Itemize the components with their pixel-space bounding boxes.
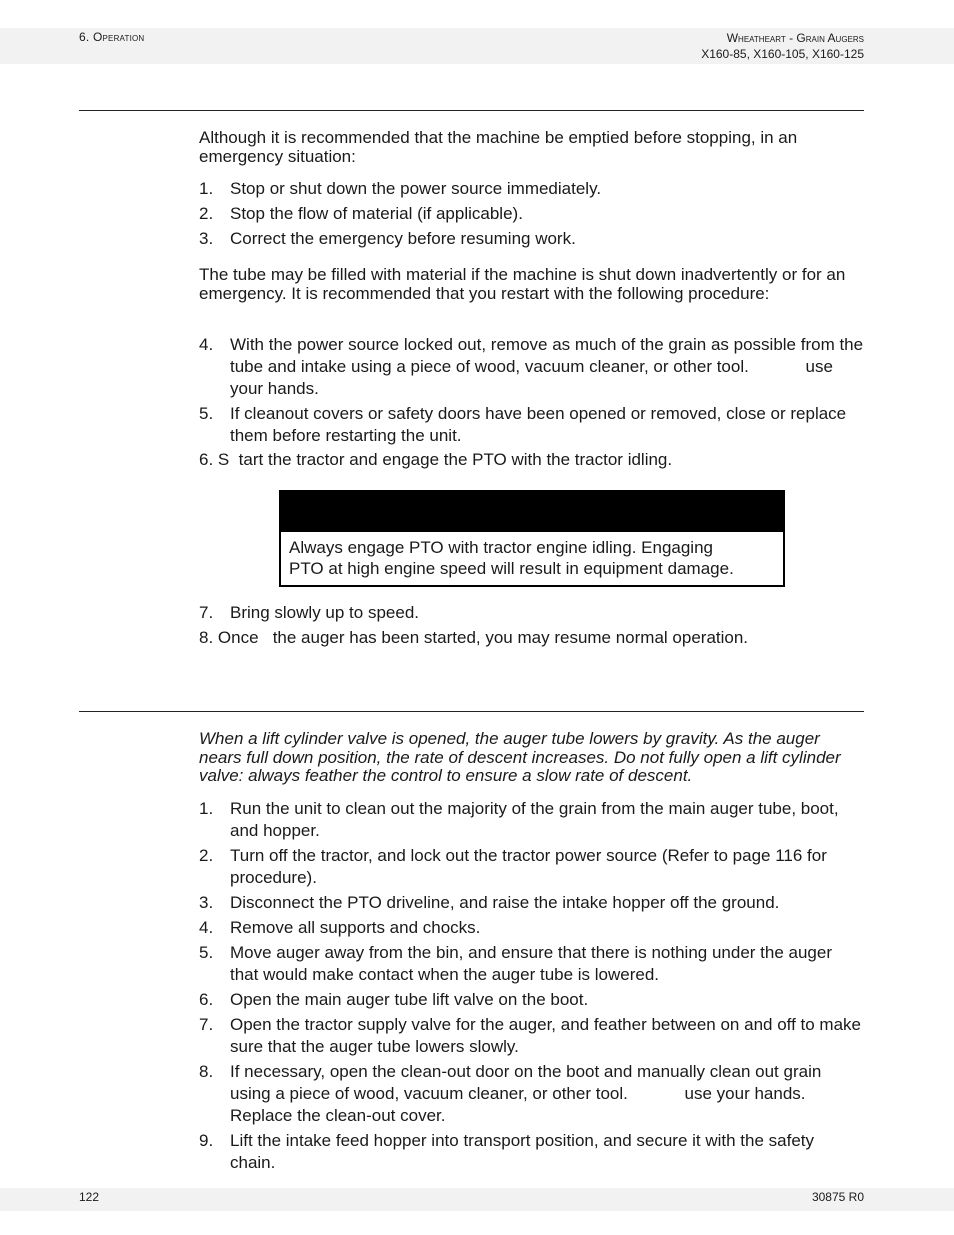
list-item: 1. Run the unit to clean out the majority of the grain from the main auger tube, boot, and hopper. bbox=[199, 799, 839, 840]
list-item: 3. Correct the emergency before resuming work. bbox=[199, 229, 576, 248]
list-item: 6. Open the main auger tube lift valve on the boot. bbox=[199, 990, 589, 1009]
list-item: 7. Bring slowly up to speed. bbox=[199, 603, 419, 622]
list-item: 1. Stop or shut down the power source immediately. bbox=[199, 179, 602, 198]
list-item: 2. Turn off the tractor, and lock out the tractor power source (Refer to page 116 for procedure). bbox=[199, 846, 827, 887]
section-divider bbox=[79, 110, 864, 111]
list-item: 9. Lift the intake feed hopper into transport position, and secure it with the safety chain. bbox=[199, 1131, 815, 1172]
restart-steps-list bbox=[199, 334, 868, 450]
list-item: 4. Remove all supports and chocks. bbox=[199, 918, 481, 937]
header-product bbox=[701, 30, 864, 62]
list-item: 7. Open the tractor supply valve for the auger, and feather between on and off to make sure that the auger tube lowers slowly. bbox=[199, 1015, 861, 1056]
notice-header-bar bbox=[281, 492, 783, 532]
notice-text: Always engage PTO with tractor engine idling. Engaging PTO at high engine speed will result in equipment damage. bbox=[289, 538, 734, 578]
document-id: 30875 R0 bbox=[811, 1190, 864, 1204]
restart-step-8: 8. Once the auger has been started, you may resume normal operation. bbox=[199, 628, 749, 647]
list-item: 4. With the power source locked out, remove as much of the grain as possible from the tube and intake using a piece of wood, vacuum cleaner, or other tool. use your hands. bbox=[199, 335, 868, 398]
header-models: X160-85, X160-105, X160-125 bbox=[701, 47, 864, 61]
restart-intro: The tube may be filled with material if the machine is shut down inadvertently or for an emergency. It is recommended that you restart with the following procedure: bbox=[199, 265, 846, 303]
header-brand: Wheatheart - Grain Augers bbox=[726, 31, 864, 45]
list-item: 3. Disconnect the PTO driveline, and raise the intake hopper off the ground. bbox=[199, 893, 780, 912]
list-item: 2. Stop the flow of material (if applicable). bbox=[199, 204, 523, 223]
lowering-caution: When a lift cylinder valve is opened, the auger tube lowers by gravity. As the auger nears full down position, the rate of descent increases. Do not fully open a lift cylinder valve: always feather the control to ensure a slow rate of descent. bbox=[199, 729, 841, 785]
list-item: 5. If cleanout covers or safety doors have been opened or removed, close or replace them before restarting the unit. bbox=[199, 404, 847, 445]
list-item: 5. Move auger away from the bin, and ensure that there is nothing under the auger that would make contact when the auger tube is lowered. bbox=[199, 943, 832, 984]
restart-step-7-list bbox=[199, 602, 864, 627]
notice-box bbox=[279, 490, 785, 587]
lowering-steps-list bbox=[199, 798, 864, 1177]
emergency-steps-list bbox=[199, 178, 864, 253]
page-footer-band bbox=[0, 1188, 954, 1211]
emergency-intro: Although it is recommended that the machine be emptied before stopping, in an emergency situation: bbox=[199, 128, 798, 166]
restart-step-6: 6. S tart the tractor and engage the PTO with the tractor idling. bbox=[199, 450, 673, 469]
section-divider bbox=[79, 711, 864, 712]
page-number: 122 bbox=[79, 1190, 100, 1204]
list-item: 8. If necessary, open the clean-out door on the boot and manually clean out grain using a piece of wood, vacuum cleaner, or other tool. use your hands. Replace the clean-out cover. bbox=[199, 1062, 827, 1125]
section-label: 6. Operation bbox=[79, 30, 145, 44]
